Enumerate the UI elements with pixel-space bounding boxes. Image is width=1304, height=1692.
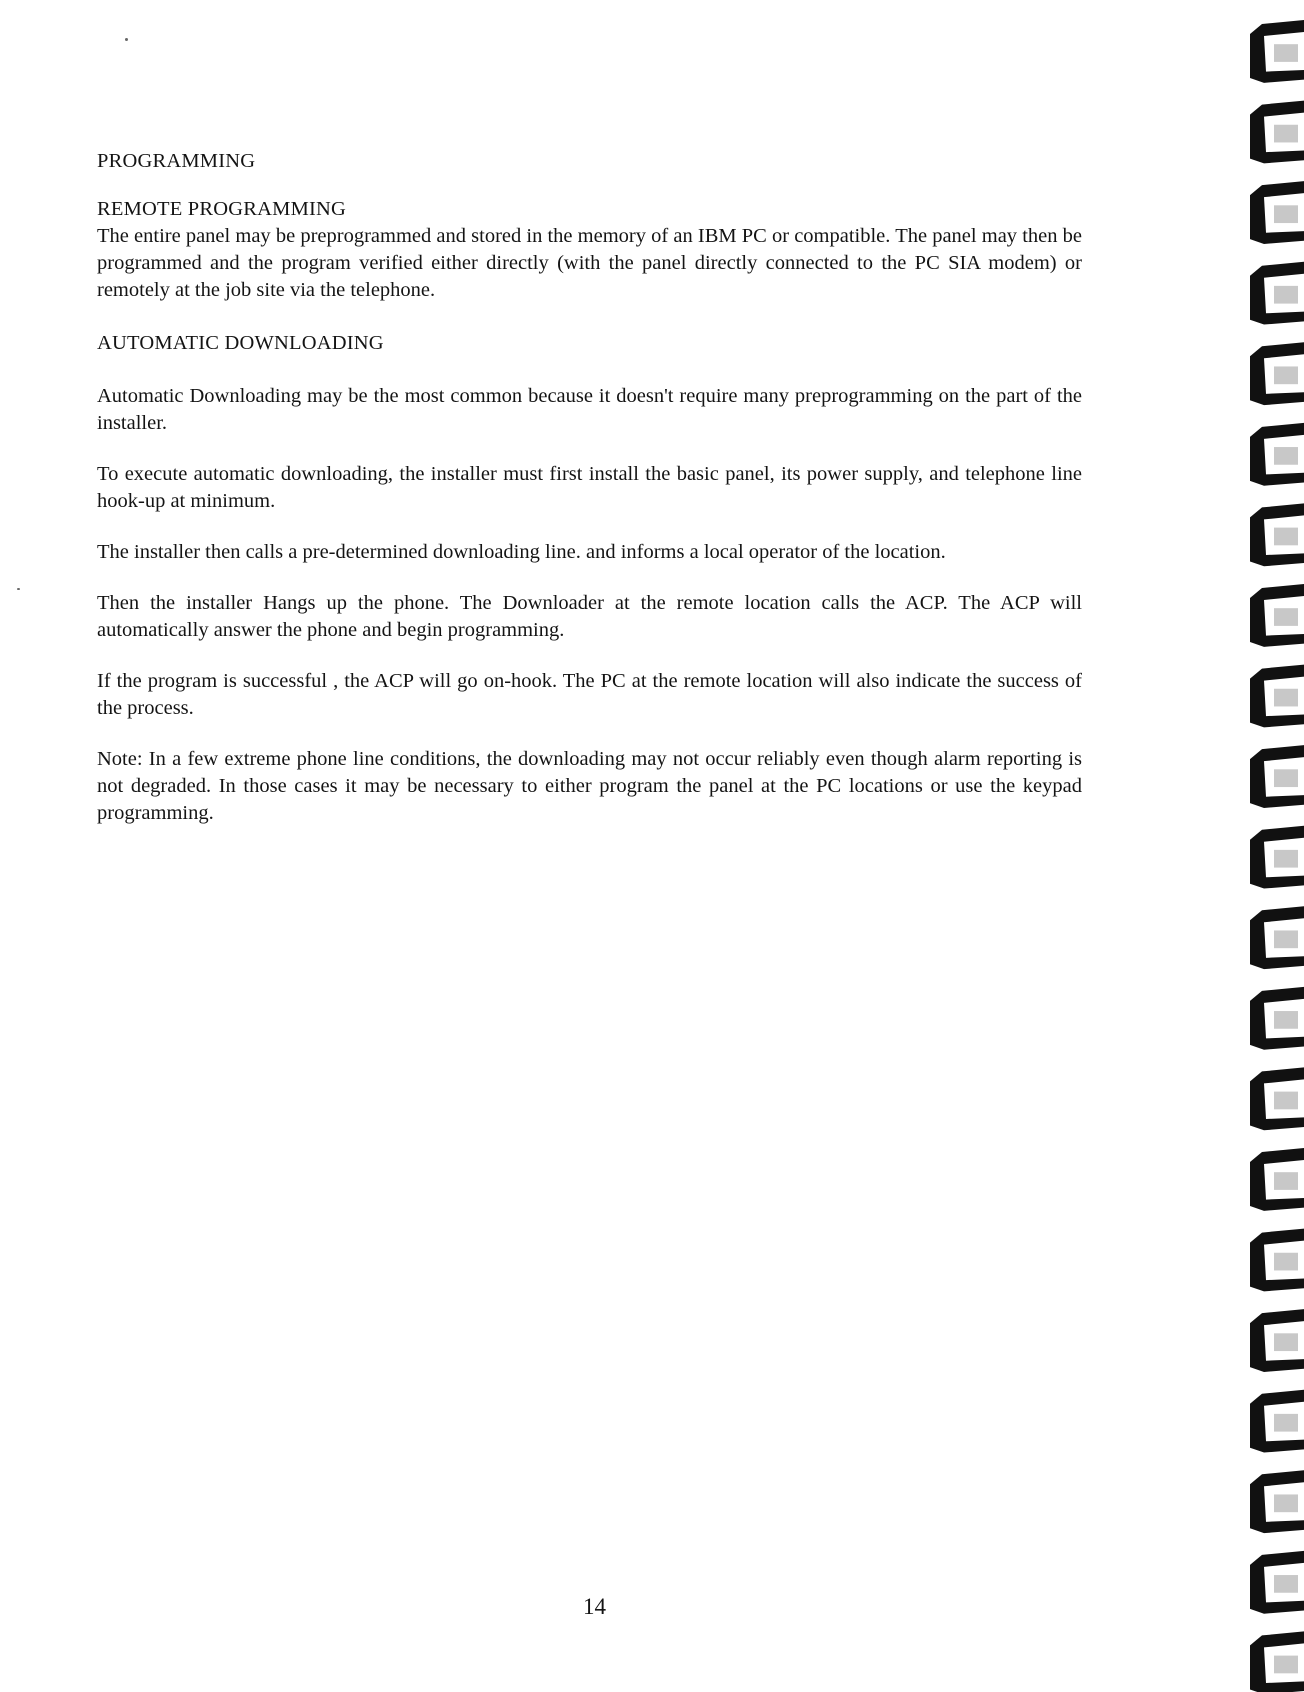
binding-loop [1250,1390,1304,1453]
binding-loop [1250,20,1304,83]
binding-loop [1250,1631,1304,1692]
scan-speck [17,588,20,590]
page-content [97,148,1082,851]
note-paragraph: Note: In a few extreme phone line conditions, the downloading may not occur reliably even though alarm reporting is not degraded. In those cases it may be necessary to either program the panel at the PC locations or use the keypad programming. [97,748,1082,824]
paragraph: Then the installer Hangs up the phone. The Downloader at the remote location calls the ACP. The ACP will automatically answer the phone and begin programming. [97,592,1082,641]
binding-loop [1250,906,1304,969]
paragraph: The installer then calls a pre-determined downloading line. and informs a local operator of the location. [97,541,946,563]
binding-loop [1250,584,1304,647]
binding-loop [1250,1309,1304,1372]
paragraph: If the program is successful , the ACP will go on-hook. The PC at the remote location will also indicate the success of the process. [97,670,1082,719]
binding-loop [1250,665,1304,728]
spiral-binding [1234,0,1304,1692]
remote-programming-heading: REMOTE PROGRAMMING [97,198,347,220]
binding-loop [1250,181,1304,244]
binding-loop [1250,423,1304,486]
page-number: 14 [583,1594,606,1619]
binding-loop [1250,342,1304,405]
binding-loop [1250,745,1304,808]
binding-loop [1250,101,1304,164]
binding-loop [1250,262,1304,325]
binding-loop [1250,1551,1304,1614]
binding-loop [1250,826,1304,889]
automatic-downloading-heading: AUTOMATIC DOWNLOADING [97,332,384,354]
binding-loop [1250,1470,1304,1533]
binding-loop [1250,1148,1304,1211]
binding-loop [1250,503,1304,566]
remote-programming-paragraph: The entire panel may be preprogrammed and stored in the memory of an IBM PC or compatible. The panel may then be programmed and the program verified either directly (with the panel directly connected to the PC SIA modem) or remotely at the job site via the telephone. [97,225,1082,301]
paragraph: Automatic Downloading may be the most common because it doesn't require many preprogramming on the part of the installer. [97,385,1082,434]
scan-speck [125,38,128,41]
binding-loop [1250,1229,1304,1292]
section-title: PROGRAMMING [97,150,256,172]
paragraph: To execute automatic downloading, the installer must first install the basic panel, its power supply, and telephone line hook-up at minimum. [97,463,1082,512]
binding-loop [1250,1067,1304,1130]
binding-loop [1250,987,1304,1050]
